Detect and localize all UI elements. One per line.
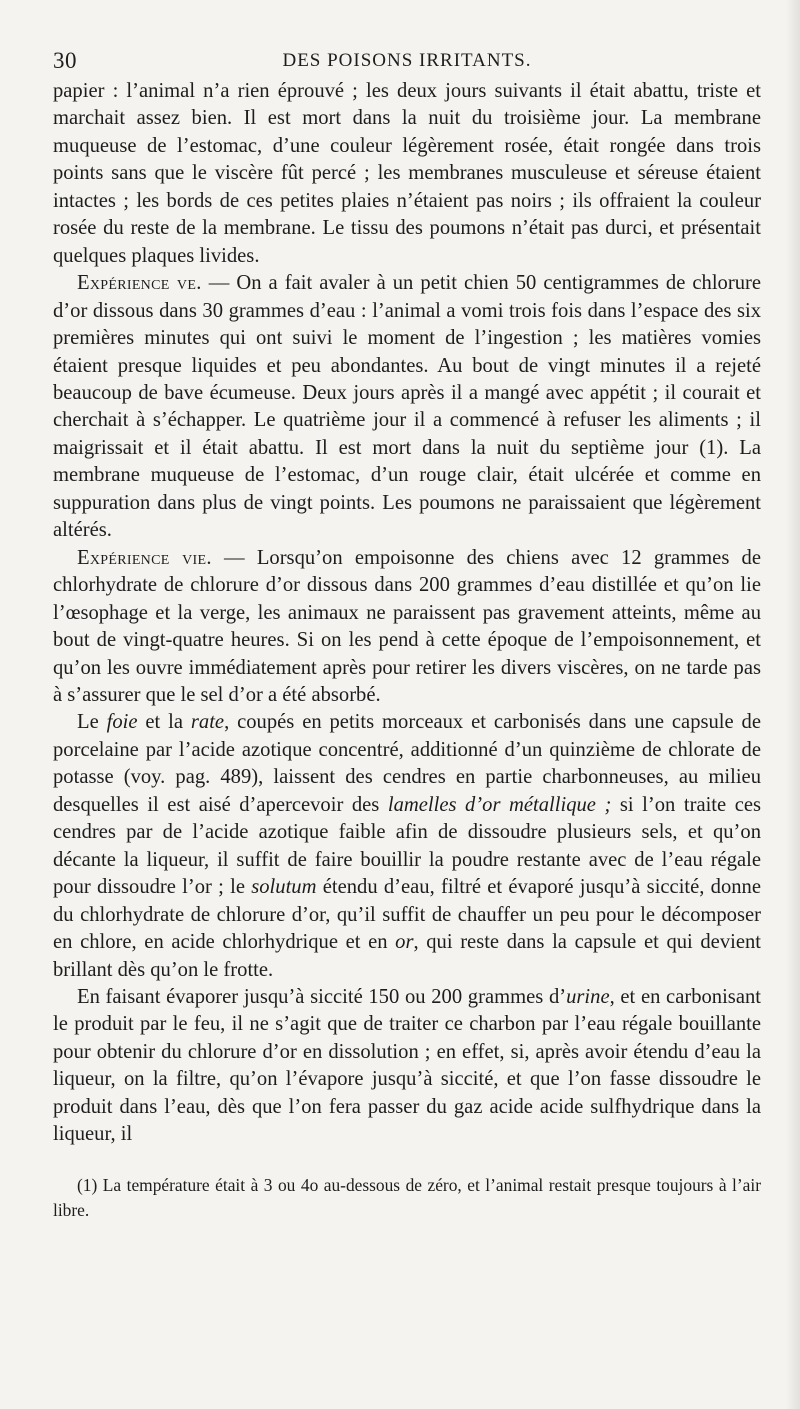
book-page (53, 44, 761, 1223)
italic-text: rate (190, 711, 225, 734)
italic-text: solutum (251, 876, 317, 899)
experience-heading: Expérience ve. (77, 272, 202, 295)
italic-text: foie (106, 711, 138, 734)
page-edge-shadow (786, 0, 800, 1409)
text-run: — On a fait avaler à un petit chien 50 centigrammes de chlorure d’or dissous dans 30 grammes d’eau : l’animal a vomi trois fois dans l’espace des six premières minutes qui ont suivi le moment de l’ingestion ; les matières vomies étaient presque liquides et peu abondantes. Au bout de vingt minutes il a rejeté beaucoup de bave écumeuse. Deux jours après il a mangé avec appétit ; il courait et cherchait à s’échapper. Le quatrième jour il a commencé à refuser les aliments ; il maigrissait et il était abattu. Il est mort dans la nuit du septième jour (1). La membrane muqueuse de l’estomac, d’un rouge clair, était ulcérée et comme en suppuration dans plus de vingt points. Les poumons ne paraissaient que légèrement altérés. (53, 272, 761, 542)
footnotes (53, 1173, 761, 1223)
text-run: et la (137, 711, 191, 734)
text-run: , et en carbonisant le produit par le feu, il ne s’agit que de traiter ce charbon par l’eau régale bouillante pour obtenir du chlorure d’or en dissolution ; en effet, si, après avoir étendu d’eau la liqueur, on la filtre, qu’on l’évapore jusqu’à siccité, et que l’on fasse dissoudre le produit dans l’eau, dès que l’on fera passer du gaz acide acide sulfhydrique dans la liqueur, il (53, 985, 761, 1146)
text-run: Le (77, 711, 107, 734)
paragraph-liver-spleen (53, 709, 761, 984)
paragraph-experience-6 (53, 545, 761, 710)
running-title: DES POISONS IRRITANTS. (282, 50, 532, 71)
text-run: , coupés en petits morceaux et carbonisés dans une capsule de porcelaine par l’acide azotique concentré, additionné d’un quinzième de chlorate de potasse (voy. pag. 489), laissent des cendres en partie charbonneuses, au milieu desquelles il est aisé d’apercevoir des (53, 711, 761, 816)
text-run: si l’on traite ces cendres par de l’acide azotique faible afin de dissoudre plusieurs sels, et qu’on décante la liqueur, il suffit de faire bouillir la poudre restante avec de l’eau régale pour dissoudre l’or ; le (53, 793, 761, 899)
text-run: étendu d’eau, filtré et évaporé jusqu’à siccité, donne du chlorhydrate de chlorure d’or, qu’il suffit de chauffer un peu pour le décomposer en chlore, en acide chlorhydrique et en (53, 876, 761, 954)
italic-text: urine (566, 985, 610, 1008)
footnote: (1) La température était à 3 ou 4o au-dessous de zéro, et l’animal restait presque toujours à l’air libre. (53, 1174, 761, 1220)
paragraph-continuation (53, 78, 761, 270)
text-run: papier : l’animal n’a rien éprouvé ; les deux jours suivants il était abattu, triste et marchait assez bien. Il est mort dans la nuit du troisième jour. La membrane muqueuse de l’estomac, d’une couleur légèrement rosée, était rongée dans trois points sans que le viscère fût percé ; les membranes musculeuse et séreuse étaient intactes ; les bords de ces petites plaies n’étaient pas noirs ; ils offraient la couleur rosée du reste de la membrane. Le tissu des poumons n’était pas durci, et présentait quelques plaques livides. (53, 80, 761, 267)
text-run: , qui reste dans la capsule et qui devient brillant dès qu’on le frotte. (53, 931, 761, 981)
body-text (53, 78, 761, 1149)
running-head (53, 44, 761, 78)
page-number: 30 (53, 48, 77, 73)
footnote-separator (53, 1149, 761, 1173)
paragraph-experience-5 (53, 270, 761, 545)
text-run: En faisant évaporer jusqu’à siccité 150 ou 200 grammes d’ (77, 985, 567, 1008)
experience-heading: Expérience vie. (77, 546, 212, 569)
text-run: — Lorsqu’on empoisonne des chiens avec 12 grammes de chlorhydrate de chlorure d’or dissous dans 200 grammes d’eau distillée et qu’on lie l’œsophage et la verge, les animaux ne paraissent pas gravement atteints, même au bout de vingt-quatre heures. Si on les pend à cette époque de l’empoisonnement, et qu’on les ouvre immédiatement après pour retirer les divers viscères, on ne tarde pas à s’assurer que le sel d’or a été absorbé. (53, 546, 761, 706)
italic-text: lamelles d’or métallique ; (387, 793, 612, 816)
italic-text: or (395, 931, 414, 954)
paragraph-urine (53, 984, 761, 1149)
